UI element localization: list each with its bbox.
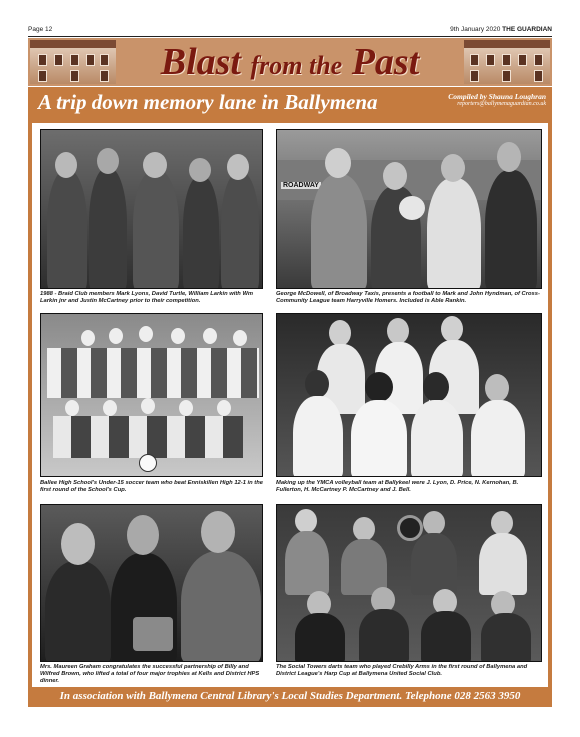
building-illustration-left: [30, 40, 116, 84]
library-credit-footer: In association with Ballymena Central Library's Local Studies Department. Telephone 028 2563 3950: [59, 690, 521, 702]
photo-caption: Making up the YMCA volleyball team at Ballykeel were J. Lyon, D. Price, N. Kernohan, B. Fullerton, H. McCartney P. McCartney and J. Bell.: [276, 480, 519, 493]
photo-social-towers-darts-team: [276, 504, 542, 662]
photo-ymca-volleyball-team: [276, 313, 542, 477]
photo-caption: George McDowell, of Broadway Taxis, presents a football to Mark and John Hyndman, of Cross-Community League team Harryville Homers. Included is Able Rankin.: [276, 291, 540, 304]
credit-email: reporters@ballymenaguardian.co.uk: [457, 101, 546, 107]
photo-caption: Ballee High School's Under-15 soccer team who beat Enniskillen High 12-1 in the first round of the School's Cup.: [40, 480, 264, 493]
headline-strap: [28, 87, 552, 119]
page-number: Page 12: [28, 26, 53, 33]
shop-sign: ROADWAY: [283, 182, 319, 189]
photo-grid: [32, 123, 548, 687]
photo-ballee-soccer-team: [40, 313, 263, 477]
masthead-title: Blast from the Past: [160, 41, 420, 83]
page-header: [28, 26, 552, 36]
photo-frame: [28, 119, 552, 707]
photo-caption: The Social Towers darts team who played Crebilly Arms in the first round of Ballymena and District League's Harp Cup at Ballymena United Social Club.: [276, 664, 528, 677]
photo-broadway-taxis: [276, 129, 542, 289]
compiler-credit: Compiled by Shauna Loughran reporters@ballymenaguardian.co.uk: [434, 92, 546, 107]
page-headline: A trip down memory lane in Ballymena: [38, 90, 378, 114]
photo-brown-trophies: [40, 504, 263, 662]
masthead-banner: [28, 38, 552, 86]
building-illustration-right: [464, 40, 550, 84]
photo-caption: Mrs. Maureen Graham congratulates the successful partnership of Billy and Wilfred Brown, who lifted a total of four major trophies at Kells and District HPS dinner.: [40, 664, 260, 684]
photo-braid-club: [40, 129, 263, 289]
photo-caption: 1988 - Braid Club members Mark Lyons, David Turtle, William Larkin with Wm Larkin jnr and Justin McCartney prior to their competition.: [40, 291, 254, 304]
issue-date: 9th January 2020 THE GUARDIAN: [450, 26, 552, 33]
header-rule: [28, 36, 552, 37]
